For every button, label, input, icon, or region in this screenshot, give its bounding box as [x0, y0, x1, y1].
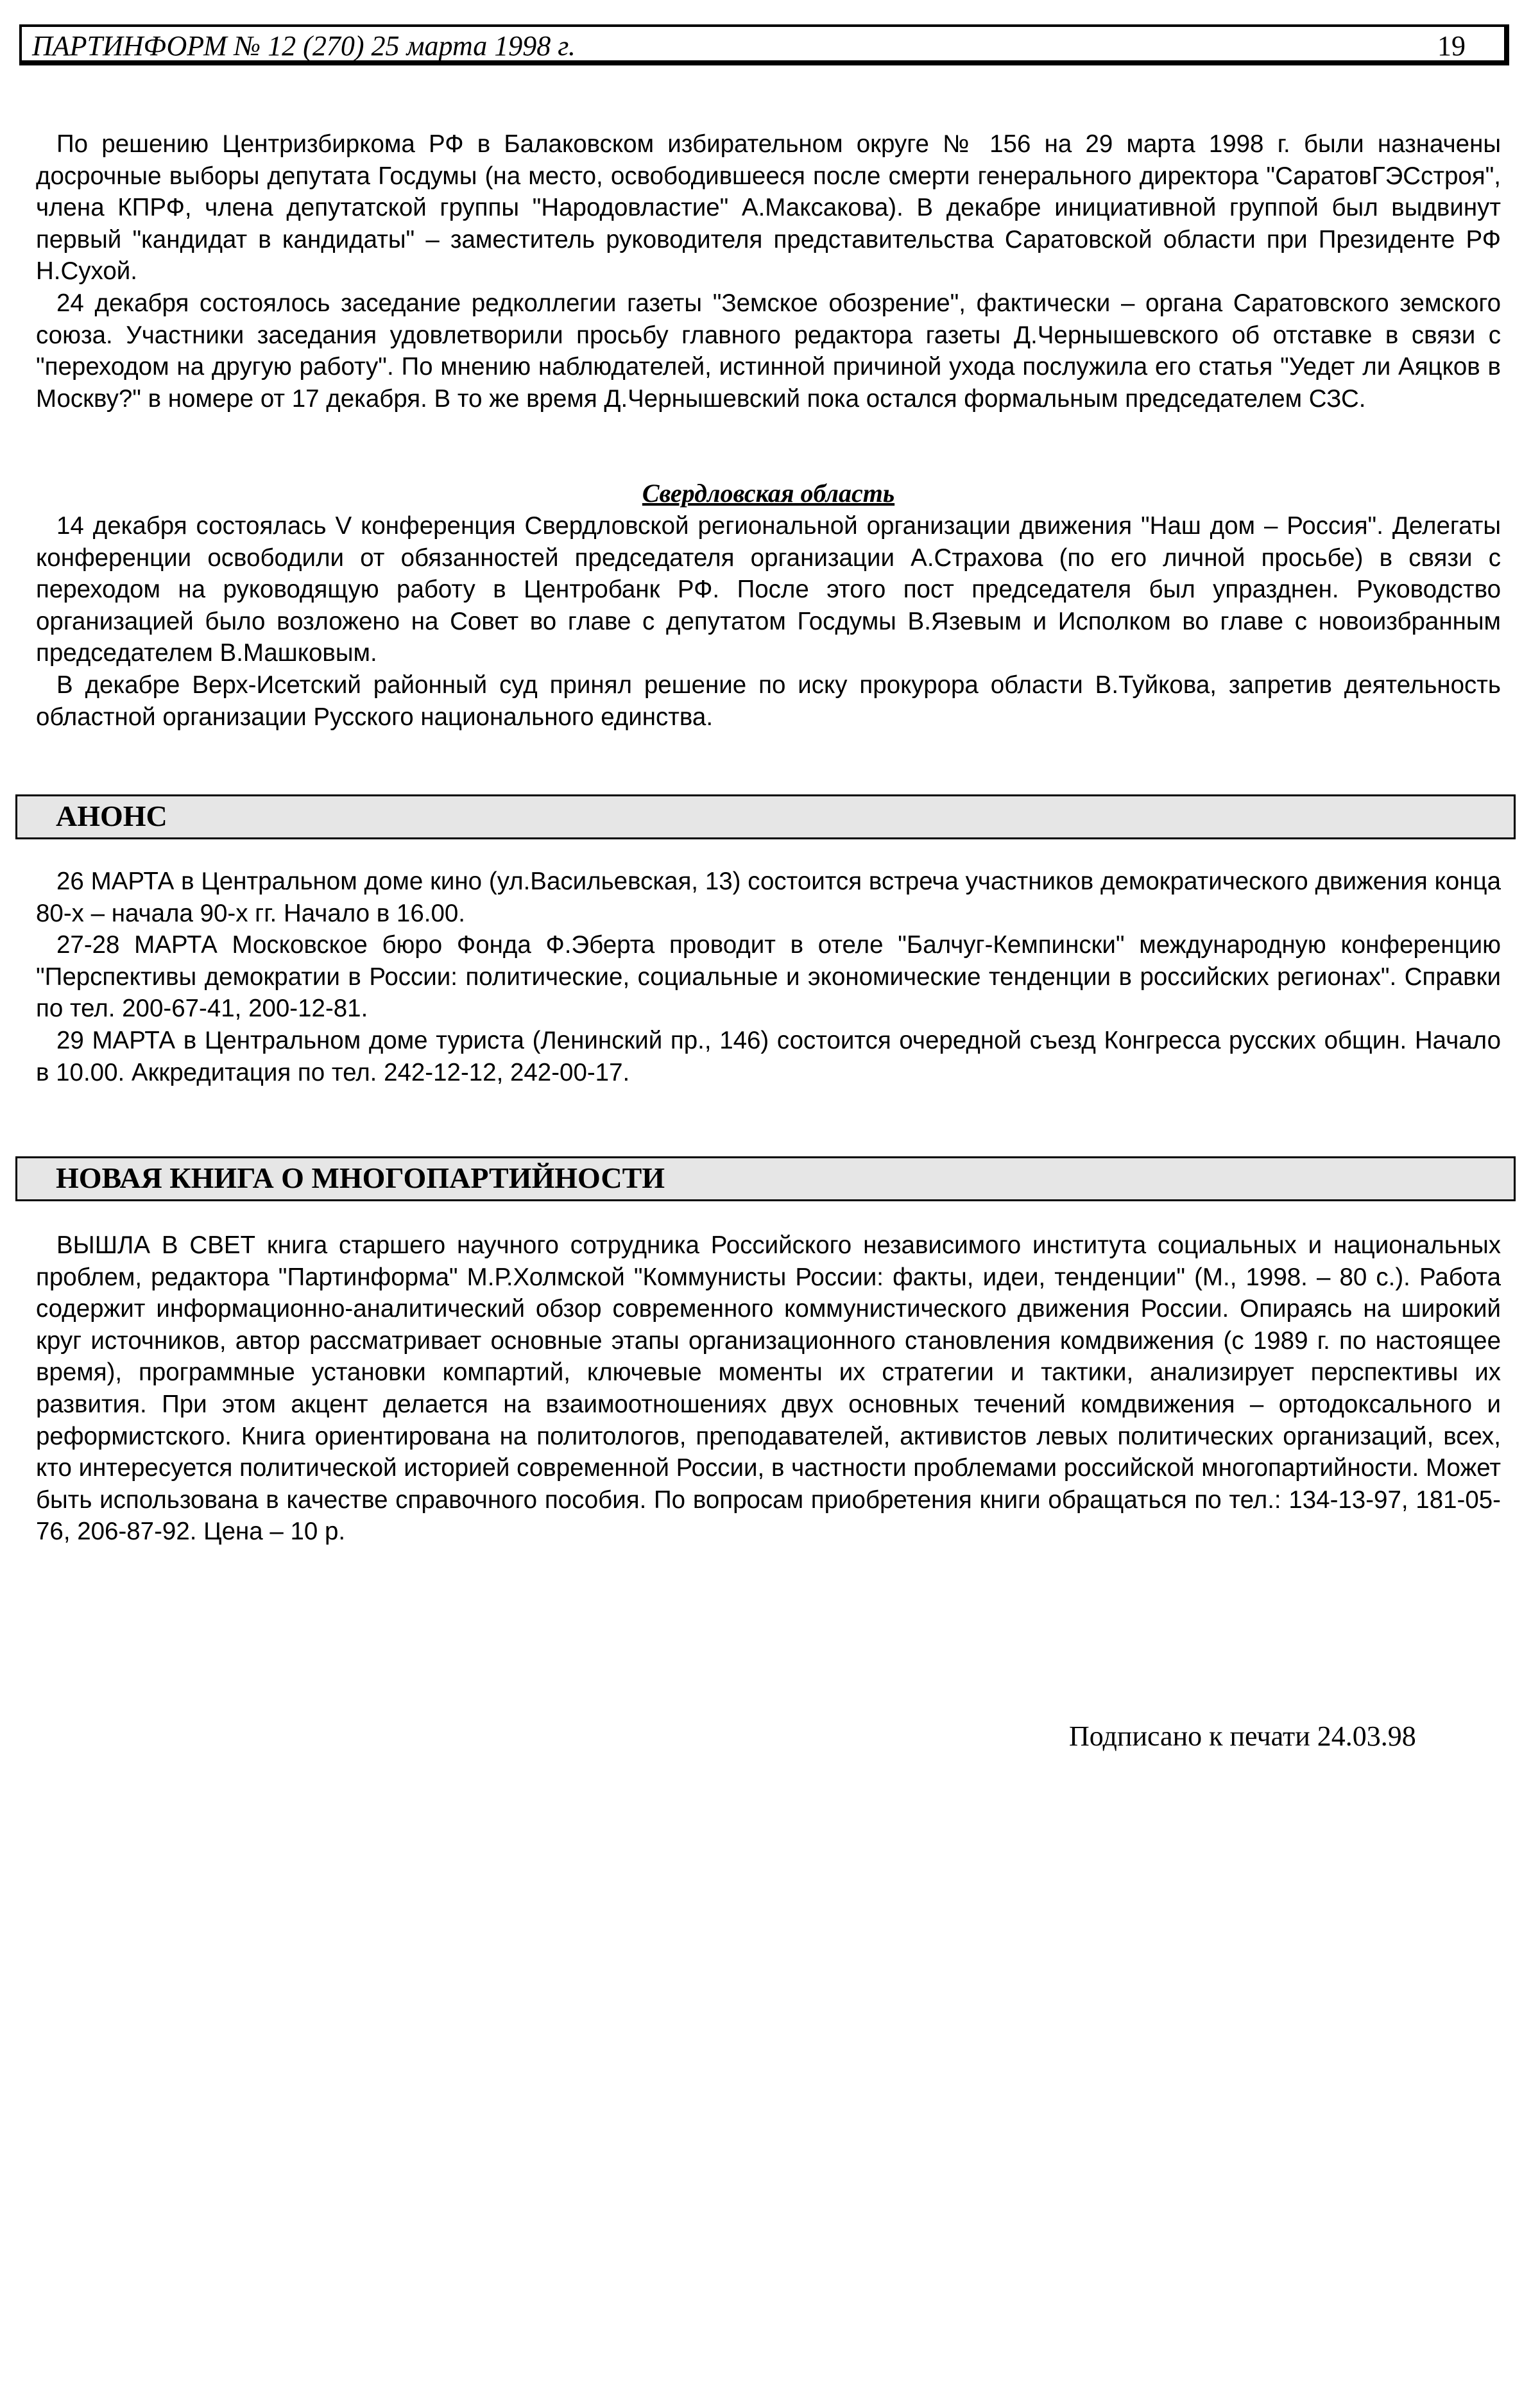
anons-section: [36, 866, 1501, 1088]
publication-title: ПАРТИНФОРМ № 12 (270) 25 марта 1998 г.: [32, 30, 576, 62]
page-header: [19, 24, 1509, 65]
new-book-section: [36, 1230, 1501, 1548]
page-number: 19: [1437, 30, 1466, 62]
paragraph: В декабре Верх-Исетский районный суд принял решение по иску прокурора области В.Туйкова, запретив деятельность областной организации Русского национального единства.: [36, 671, 1501, 731]
paragraph: 14 декабря состоялась V конференция Свердловской региональной организации движения "Наш дом – Россия". Делегаты конференции освободили от обязанностей председателя организации А.Страхова (по его личной просьбе) в связи с переходом на руководящую работу в Центробанк РФ. После этого пост председателя был упразднен. Руководство организацией было возложено на Совет во главе с депутатом Госдумы В.Язевым и Исполком во главе с новоизбранным председателем В.Машковым.: [36, 512, 1501, 667]
paragraph: 29 МАРТА в Центральном доме туриста (Ленинский пр., 146) состоится очередной съезд Конгресса русских общин. Начало в 10.00. Аккредитация по тел. 242-12-12, 242-00-17.: [36, 1026, 1501, 1086]
paragraph: По решению Центризбиркома РФ в Балаковском избирательном округе № 156 на 29 марта 1998 г. были назначены досрочные выборы депутата Госдумы (на место, освободившееся после смерти генерального директора "СаратовГЭСстроя", члена КПРФ, члена депутатской группы "Народовластие" А.Максакова). В декабре инициативной группой был выдвинут первый "кандидат в кандидаты" – заместитель руководителя представительства Саратовской области при Президенте РФ Н.Сухой.: [36, 130, 1501, 286]
section-banner-new-book: НОВАЯ КНИГА О МНОГОПАРТИЙНОСТИ: [15, 1156, 1516, 1201]
sverdlovsk-section: [36, 510, 1501, 733]
paragraph: ВЫШЛА В СВЕТ книга старшего научного сотрудника Российского независимого института социальных и национальных проблем, редактора "Партинформа" М.Р.Холмской "Коммунисты России: факты, идеи, тенденции" (М., 1998. – 80 с.). Работа содержит информационно-аналитический обзор современного коммунистического движения России. Опираясь на широкий круг источников, автор рассматривает основные этапы организационного становления комдвижения (с 1989 г. по настоящее время), программные установки компартий, ключевые моменты их стратегии и тактики, анализирует перспективы их развития. При этом акцент делается на взаимоотношениях двух основных течений комдвижения – ортодоксального и реформистского. Книга ориентирована на политологов, преподавателей, активистов левых политических организаций, всех, кто интересуется политической историей современной России, в частности проблемами российской многопартийности. Может быть использована в качестве справочного пособия. По вопросам приобретения книги обращаться по тел.: 134-13-97, 181-05-76, 206-87-92. Цена – 10 р.: [36, 1231, 1501, 1546]
section-banner-anons: АНОНС: [15, 794, 1516, 839]
paragraph: 26 МАРТА в Центральном доме кино (ул.Васильевская, 13) состоится встреча участников демократического движения конца 80-х – начала 90-х гг. Начало в 16.00.: [36, 868, 1501, 927]
paragraph: 27-28 МАРТА Московское бюро Фонда Ф.Эберта проводит в отеле "Балчуг-Кемпински" международную конференцию "Перспективы демократии в России: политические, социальные и экономические тенденции в российских регионах". Справки по тел. 200-67-41, 200-12-81.: [36, 931, 1501, 1023]
signed-to-print: Подписано к печати 24.03.98: [1069, 1720, 1416, 1752]
paragraph: 24 декабря состоялось заседание редколлегии газеты "Земское обозрение", фактически – органа Саратовского земского союза. Участники заседания удовлетворили просьбу главного редактора газеты Д.Чернышевского об отставке в связи с "переходом на другую работу". По мнению наблюдателей, истинной причиной ухода послужила его статья "Уедет ли Аяцков в Москву?" в номере от 17 декабря. В то же время Д.Чернышевский пока остался формальным председателем СЗС.: [36, 289, 1501, 413]
section-heading-sverdlovsk: Свердловская область: [642, 479, 895, 508]
saratov-section: [36, 128, 1501, 415]
